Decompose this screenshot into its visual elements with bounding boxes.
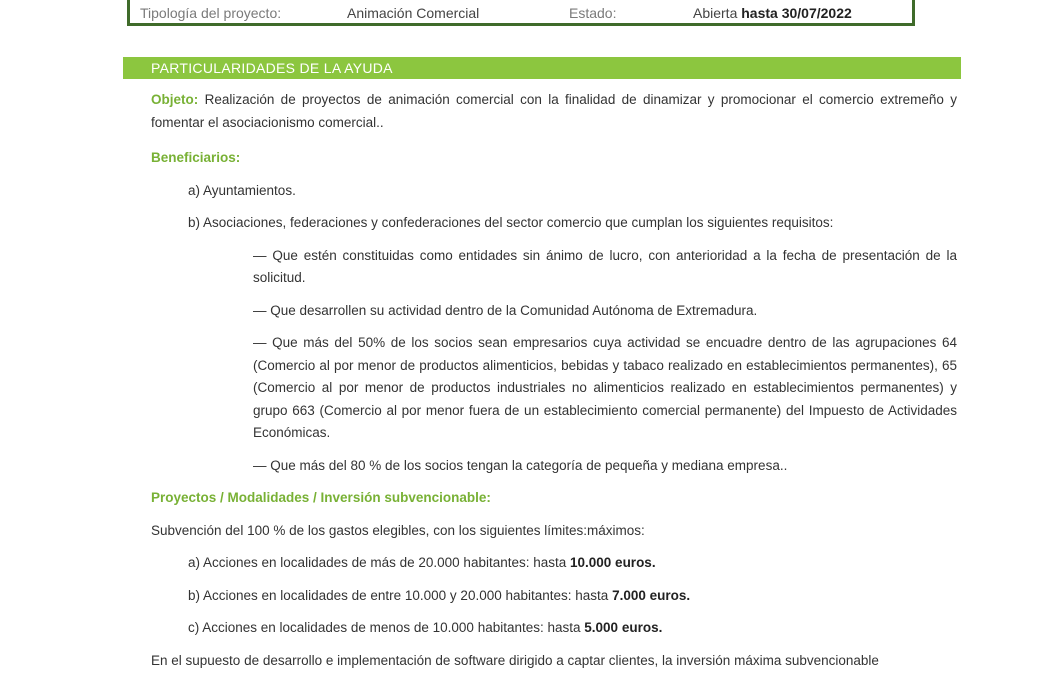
limit-text: b) Acciones en localidades de entre 10.000 y 20.000 habitantes: hasta bbox=[188, 587, 613, 603]
estado-value-prefix: Abierta bbox=[693, 5, 738, 21]
estado-label: Estado: bbox=[569, 5, 617, 21]
beneficiarios-heading: Beneficiarios: bbox=[151, 150, 241, 165]
limit-text: c) Acciones en localidades de menos de 10.000 habitantes: hasta bbox=[188, 620, 585, 635]
tipologia-label: Tipología del proyecto: bbox=[140, 5, 282, 21]
project-info-box bbox=[127, 0, 915, 26]
objeto-text: Realización de proyectos de animación comercial con la finalidad de dinamizar y promocionar el comercio extremeño y fomentar el asociacionismo comercial.. bbox=[151, 92, 957, 130]
estado-value bbox=[693, 5, 852, 21]
limit-item bbox=[188, 585, 957, 608]
proyectos-heading: Proyectos / Modalidades / Inversión subvencionable: bbox=[151, 490, 491, 505]
limit-amount: 5.000 euros bbox=[584, 620, 659, 635]
limit-end: . bbox=[651, 555, 656, 570]
tipologia-value: Animación Comercial bbox=[347, 5, 480, 21]
beneficiario-a: a) Ayuntamientos. bbox=[188, 182, 296, 198]
requisito-item: — Que desarrollen su actividad dentro de la Comunidad Autónoma de Extremadura. bbox=[253, 302, 758, 318]
limit-item bbox=[188, 617, 957, 640]
limit-amount: 7.000 euros bbox=[612, 587, 687, 603]
beneficiario-b: b) Asociaciones, federaciones y confederaciones del sector comercio que cumplan los siguientes requisitos: bbox=[188, 215, 834, 230]
requisito-item: — Que estén constituidas como entidades sin ánimo de lucro, con anterioridad a la fecha de presentación de la solicitud. bbox=[253, 247, 957, 285]
limit-end: . bbox=[658, 620, 663, 635]
section-title: PARTICULARIDADES DE LA AYUDA bbox=[151, 60, 393, 76]
proyectos-intro: Subvención del 100 % de los gastos elegibles, con los siguientes límites:máximos: bbox=[151, 522, 645, 538]
limit-end: . bbox=[686, 587, 691, 603]
requisito-item: — Que más del 50% de los socios sean empresarios cuya actividad se encuadre dentro de las agrupaciones 64 (Comercio al por menor de productos alimenticios, bebidas y tabaco realizado en establecimientos permanentes), 65 (Comercio al por menor de productos industriales no alimenticios realizado en establecimientos permanentes) y grupo 663 (Comercio al por menor fuera de un establecimiento comercial permanente) del Impuesto de Actividades Económicas. bbox=[253, 335, 957, 440]
requisito-item: — Que más del 80 % de los socios tengan la categoría de pequeña y mediana empresa.. bbox=[253, 457, 788, 473]
software-note: En el supuesto de desarrollo e implementación de software dirigido a captar clientes, la inversión máxima subvencionable bbox=[151, 652, 879, 668]
limit-item bbox=[188, 552, 957, 575]
section-header-bar bbox=[123, 57, 961, 79]
aid-details bbox=[151, 89, 957, 672]
estado-deadline: hasta 30/07/2022 bbox=[741, 5, 852, 21]
limit-text: a) Acciones en localidades de más de 20.000 habitantes: hasta bbox=[188, 555, 571, 570]
objeto-paragraph bbox=[151, 89, 957, 134]
limit-amount: 10.000 euros bbox=[570, 555, 652, 570]
objeto-label: Objeto: bbox=[151, 92, 199, 107]
